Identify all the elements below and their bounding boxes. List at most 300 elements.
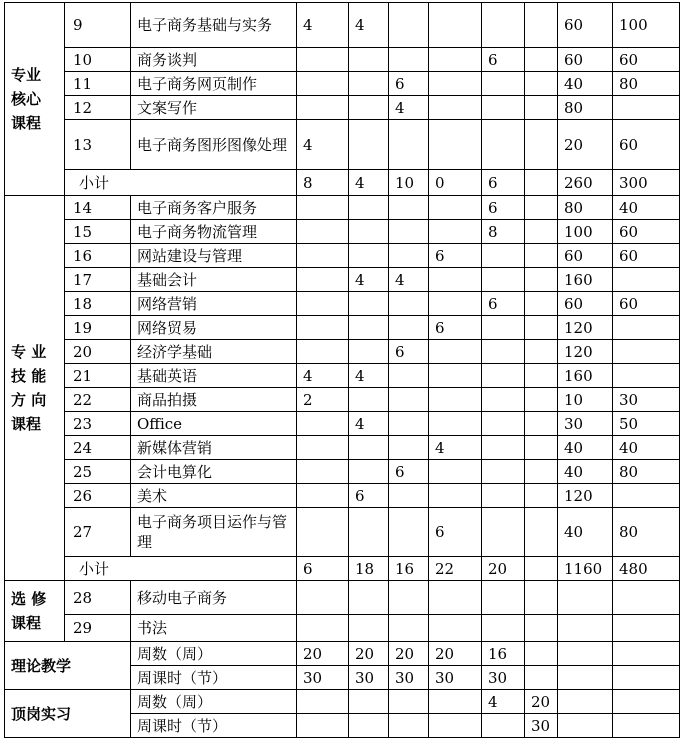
course-name: 网络营销: [131, 292, 297, 316]
value-cell-c1: 4: [297, 3, 349, 48]
value-cell-c4: [429, 460, 482, 484]
value-cell-c5: [482, 268, 525, 292]
value-cell-c2: [349, 220, 389, 244]
value-cell-h1: 40: [558, 436, 613, 460]
course-number: 10: [65, 48, 131, 72]
value-cell-c3: [389, 3, 429, 48]
value-cell-c5: [482, 120, 525, 170]
value-cell-c4: 6: [429, 316, 482, 340]
value-cell-h2: 80: [613, 72, 680, 96]
course-number: 9: [65, 3, 131, 48]
value-cell-c3: [389, 48, 429, 72]
value-cell-c5: 4: [482, 690, 525, 714]
subtotal-label: 小计: [65, 557, 297, 581]
table-row: [5, 120, 680, 170]
value-cell-c6: [525, 666, 558, 690]
course-name: 书法: [131, 615, 297, 642]
value-cell-h2: 480: [613, 557, 680, 581]
course-name: 会计电算化: [131, 460, 297, 484]
course-number: 15: [65, 220, 131, 244]
value-cell-c2: 4: [349, 170, 389, 196]
value-cell-c6: 20: [525, 690, 558, 714]
value-cell-c4: [429, 340, 482, 364]
value-cell-h1: 40: [558, 508, 613, 557]
value-cell-c3: [389, 436, 429, 460]
value-cell-h1: 30: [558, 412, 613, 436]
category-line: 课程: [11, 415, 42, 433]
value-cell-h1: 10: [558, 388, 613, 412]
course-name: 电子商务网页制作: [131, 72, 297, 96]
value-cell-c1: [297, 72, 349, 96]
course-number: 24: [65, 436, 131, 460]
category-line: 核心: [11, 90, 42, 108]
value-cell-c3: [389, 484, 429, 508]
table-row: [5, 96, 680, 120]
value-cell-c1: 4: [297, 364, 349, 388]
category-line: 课程: [11, 114, 42, 132]
table-row: [5, 364, 680, 388]
value-cell-c5: [482, 316, 525, 340]
course-name: 基础英语: [131, 364, 297, 388]
value-cell-c6: [525, 364, 558, 388]
value-cell-h2: 80: [613, 508, 680, 557]
value-cell-c2: 4: [349, 268, 389, 292]
course-number: 16: [65, 244, 131, 268]
value-cell-c2: 4: [349, 3, 389, 48]
table-body: [5, 3, 680, 738]
value-cell-h2: [613, 268, 680, 292]
value-cell-c1: [297, 508, 349, 557]
value-cell-h2: [613, 364, 680, 388]
value-cell-c2: [349, 292, 389, 316]
value-cell-c4: [429, 96, 482, 120]
course-number: 11: [65, 72, 131, 96]
value-cell-c4: 30: [429, 666, 482, 690]
value-cell-c6: 30: [525, 714, 558, 738]
value-cell-h2: 60: [613, 120, 680, 170]
value-cell-c1: [297, 48, 349, 72]
value-cell-h1: 60: [558, 244, 613, 268]
value-cell-c6: [525, 196, 558, 220]
category-theory: 理论教学: [5, 642, 131, 690]
value-cell-c4: [429, 72, 482, 96]
value-cell-c1: [297, 196, 349, 220]
category-elective: [5, 581, 65, 642]
value-cell-c4: [429, 196, 482, 220]
value-cell-c4: [429, 615, 482, 642]
value-cell-c4: 20: [429, 642, 482, 666]
table-row: [5, 412, 680, 436]
value-cell-c5: [482, 508, 525, 557]
course-number: 25: [65, 460, 131, 484]
value-cell-h2: [613, 690, 680, 714]
value-cell-c6: [525, 72, 558, 96]
value-cell-c3: [389, 690, 429, 714]
course-name: 电子商务图形图像处理: [131, 120, 297, 170]
value-cell-c5: [482, 3, 525, 48]
value-cell-c5: [482, 436, 525, 460]
week-label: 周数（周）: [131, 642, 297, 666]
value-cell-c2: 20: [349, 642, 389, 666]
value-cell-c3: 4: [389, 96, 429, 120]
course-name: 网络贸易: [131, 316, 297, 340]
value-cell-c4: [429, 268, 482, 292]
course-name: Office: [131, 412, 297, 436]
course-number: 14: [65, 196, 131, 220]
course-name: 移动电子商务: [131, 581, 297, 615]
value-cell-c5: [482, 364, 525, 388]
value-cell-c4: 0: [429, 170, 482, 196]
value-cell-c2: 4: [349, 364, 389, 388]
value-cell-h1: 60: [558, 292, 613, 316]
value-cell-h1: 120: [558, 340, 613, 364]
value-cell-c1: 8: [297, 170, 349, 196]
value-cell-c6: [525, 3, 558, 48]
value-cell-c2: [349, 316, 389, 340]
value-cell-h1: 160: [558, 268, 613, 292]
value-cell-h2: 60: [613, 292, 680, 316]
value-cell-c2: [349, 96, 389, 120]
value-cell-h2: [613, 484, 680, 508]
table-row: [5, 316, 680, 340]
course-name: 商务谈判: [131, 48, 297, 72]
value-cell-c6: [525, 244, 558, 268]
value-cell-h2: 60: [613, 48, 680, 72]
value-cell-c2: [349, 72, 389, 96]
course-name: 经济学基础: [131, 340, 297, 364]
value-cell-c4: [429, 220, 482, 244]
value-cell-c2: [349, 48, 389, 72]
course-number: 23: [65, 412, 131, 436]
value-cell-c5: [482, 714, 525, 738]
category-line: 方 向: [11, 391, 47, 409]
value-cell-c5: 6: [482, 292, 525, 316]
value-cell-c5: [482, 96, 525, 120]
value-cell-c4: [429, 364, 482, 388]
value-cell-c2: [349, 120, 389, 170]
value-cell-h1: [558, 615, 613, 642]
course-number: 28: [65, 581, 131, 615]
value-cell-c5: 6: [482, 196, 525, 220]
value-cell-c5: [482, 388, 525, 412]
value-cell-h2: 60: [613, 220, 680, 244]
value-cell-c5: 6: [482, 170, 525, 196]
value-cell-c6: [525, 412, 558, 436]
value-cell-c3: 6: [389, 340, 429, 364]
value-cell-c6: [525, 96, 558, 120]
value-cell-c4: [429, 120, 482, 170]
table-row: [5, 642, 680, 666]
value-cell-c2: 18: [349, 557, 389, 581]
value-cell-c1: 30: [297, 666, 349, 690]
value-cell-c3: [389, 615, 429, 642]
subtotal-row: [5, 170, 680, 196]
value-cell-c1: [297, 316, 349, 340]
value-cell-h1: 60: [558, 3, 613, 48]
table-row: [5, 581, 680, 615]
value-cell-c4: [429, 292, 482, 316]
value-cell-h2: [613, 316, 680, 340]
value-cell-c6: [525, 581, 558, 615]
category-skill: [5, 196, 65, 581]
week-label: 周数（周）: [131, 690, 297, 714]
course-name: 电子商务项目运作与管理: [131, 508, 297, 557]
course-number: 20: [65, 340, 131, 364]
value-cell-c4: [429, 412, 482, 436]
value-cell-c4: 22: [429, 557, 482, 581]
value-cell-h1: 60: [558, 48, 613, 72]
value-cell-h1: [558, 714, 613, 738]
value-cell-c2: [349, 340, 389, 364]
value-cell-h2: [613, 581, 680, 615]
subtotal-label: 小计: [65, 170, 297, 196]
value-cell-c3: [389, 220, 429, 244]
table-row: [5, 220, 680, 244]
value-cell-h2: 80: [613, 460, 680, 484]
value-cell-c3: [389, 508, 429, 557]
course-number: 17: [65, 268, 131, 292]
table-row: [5, 484, 680, 508]
value-cell-h1: [558, 581, 613, 615]
value-cell-h2: 60: [613, 244, 680, 268]
value-cell-c1: [297, 484, 349, 508]
value-cell-h2: 40: [613, 436, 680, 460]
value-cell-c6: [525, 388, 558, 412]
value-cell-h2: 300: [613, 170, 680, 196]
value-cell-h1: 260: [558, 170, 613, 196]
value-cell-c5: 6: [482, 48, 525, 72]
value-cell-c1: [297, 460, 349, 484]
value-cell-h2: [613, 340, 680, 364]
value-cell-c6: [525, 268, 558, 292]
value-cell-h1: 100: [558, 220, 613, 244]
table-row: [5, 268, 680, 292]
value-cell-c1: [297, 581, 349, 615]
value-cell-c3: [389, 196, 429, 220]
value-cell-h2: 100: [613, 3, 680, 48]
value-cell-c1: [297, 244, 349, 268]
value-cell-c6: [525, 48, 558, 72]
value-cell-c5: 20: [482, 557, 525, 581]
value-cell-c4: [429, 690, 482, 714]
week-label: 周课时（节）: [131, 666, 297, 690]
value-cell-c6: [525, 316, 558, 340]
value-cell-c5: [482, 615, 525, 642]
value-cell-h1: 80: [558, 96, 613, 120]
category-line: 专 业: [11, 343, 47, 361]
value-cell-c6: [525, 170, 558, 196]
value-cell-c3: [389, 292, 429, 316]
table-row: [5, 48, 680, 72]
value-cell-c1: 2: [297, 388, 349, 412]
value-cell-c2: 4: [349, 412, 389, 436]
value-cell-c3: 16: [389, 557, 429, 581]
value-cell-c3: 6: [389, 72, 429, 96]
value-cell-c2: [349, 714, 389, 738]
value-cell-c1: [297, 412, 349, 436]
value-cell-c3: [389, 581, 429, 615]
category-line: 技 能: [11, 367, 47, 385]
value-cell-c2: [349, 436, 389, 460]
value-cell-h1: 40: [558, 72, 613, 96]
course-name: 美术: [131, 484, 297, 508]
course-number: 13: [65, 120, 131, 170]
table-row: [5, 3, 680, 48]
value-cell-c6: [525, 642, 558, 666]
value-cell-h2: 40: [613, 196, 680, 220]
value-cell-c2: [349, 244, 389, 268]
value-cell-c2: [349, 460, 389, 484]
value-cell-c6: [525, 340, 558, 364]
course-number: 29: [65, 615, 131, 642]
value-cell-c3: 4: [389, 268, 429, 292]
value-cell-c3: [389, 364, 429, 388]
value-cell-h1: 120: [558, 316, 613, 340]
value-cell-c2: [349, 388, 389, 412]
value-cell-h1: 40: [558, 460, 613, 484]
table-row: [5, 244, 680, 268]
value-cell-c1: [297, 690, 349, 714]
value-cell-c1: [297, 340, 349, 364]
value-cell-h2: [613, 714, 680, 738]
value-cell-c5: 16: [482, 642, 525, 666]
value-cell-c6: [525, 508, 558, 557]
value-cell-c4: [429, 48, 482, 72]
value-cell-h2: 50: [613, 412, 680, 436]
value-cell-c5: [482, 244, 525, 268]
course-number: 19: [65, 316, 131, 340]
table-row: [5, 196, 680, 220]
value-cell-c4: 6: [429, 508, 482, 557]
course-number: 26: [65, 484, 131, 508]
table-row: [5, 436, 680, 460]
value-cell-c3: [389, 244, 429, 268]
value-cell-c1: [297, 268, 349, 292]
value-cell-c1: 4: [297, 120, 349, 170]
category-line: 课程: [11, 614, 42, 632]
table-row: [5, 460, 680, 484]
value-cell-c5: 30: [482, 666, 525, 690]
value-cell-c6: [525, 120, 558, 170]
value-cell-c5: [482, 581, 525, 615]
value-cell-h1: 80: [558, 196, 613, 220]
value-cell-h1: 160: [558, 364, 613, 388]
value-cell-c3: [389, 120, 429, 170]
course-number: 18: [65, 292, 131, 316]
value-cell-h2: [613, 642, 680, 666]
value-cell-c5: [482, 460, 525, 484]
value-cell-c2: [349, 690, 389, 714]
table-row: [5, 388, 680, 412]
category-intern: 顶岗实习: [5, 690, 131, 738]
value-cell-c2: [349, 581, 389, 615]
course-name: 商品拍摄: [131, 388, 297, 412]
value-cell-c4: 4: [429, 436, 482, 460]
course-number: 22: [65, 388, 131, 412]
value-cell-c6: [525, 220, 558, 244]
table-row: [5, 508, 680, 557]
value-cell-c4: [429, 714, 482, 738]
value-cell-c6: [525, 460, 558, 484]
category-line: 选 修: [11, 590, 47, 608]
value-cell-c3: [389, 714, 429, 738]
value-cell-h1: 120: [558, 484, 613, 508]
value-cell-c1: [297, 436, 349, 460]
value-cell-c1: [297, 615, 349, 642]
value-cell-c2: [349, 508, 389, 557]
value-cell-c3: [389, 388, 429, 412]
value-cell-c4: [429, 581, 482, 615]
value-cell-c1: [297, 292, 349, 316]
value-cell-c5: 8: [482, 220, 525, 244]
value-cell-c2: [349, 196, 389, 220]
value-cell-c1: [297, 96, 349, 120]
course-name: 文案写作: [131, 96, 297, 120]
value-cell-h2: [613, 666, 680, 690]
course-name: 网站建设与管理: [131, 244, 297, 268]
course-name: 电子商务物流管理: [131, 220, 297, 244]
value-cell-c6: [525, 484, 558, 508]
table-row: [5, 615, 680, 642]
value-cell-c4: [429, 3, 482, 48]
value-cell-c3: 20: [389, 642, 429, 666]
value-cell-h1: 1160: [558, 557, 613, 581]
value-cell-c3: 6: [389, 460, 429, 484]
course-name: 基础会计: [131, 268, 297, 292]
value-cell-c6: [525, 557, 558, 581]
value-cell-c6: [525, 615, 558, 642]
course-number: 21: [65, 364, 131, 388]
table-row: [5, 72, 680, 96]
course-number: 12: [65, 96, 131, 120]
value-cell-c3: 30: [389, 666, 429, 690]
value-cell-c1: [297, 220, 349, 244]
value-cell-c4: [429, 388, 482, 412]
value-cell-h2: [613, 615, 680, 642]
value-cell-c3: 10: [389, 170, 429, 196]
value-cell-h2: 30: [613, 388, 680, 412]
value-cell-c6: [525, 436, 558, 460]
subtotal-row: [5, 557, 680, 581]
category-core: [5, 3, 65, 196]
value-cell-c4: 6: [429, 244, 482, 268]
value-cell-c5: [482, 484, 525, 508]
course-name: 新媒体营销: [131, 436, 297, 460]
value-cell-c5: [482, 412, 525, 436]
week-label: 周课时（节）: [131, 714, 297, 738]
value-cell-c5: [482, 72, 525, 96]
course-name: 电子商务客户服务: [131, 196, 297, 220]
value-cell-c2: 6: [349, 484, 389, 508]
value-cell-c1: 20: [297, 642, 349, 666]
value-cell-c5: [482, 340, 525, 364]
value-cell-c3: [389, 412, 429, 436]
course-number: 27: [65, 508, 131, 557]
table-row: [5, 340, 680, 364]
table-row: [5, 292, 680, 316]
course-name: 电子商务基础与实务: [131, 3, 297, 48]
value-cell-h1: 20: [558, 120, 613, 170]
table-row: [5, 690, 680, 714]
value-cell-h1: [558, 642, 613, 666]
category-line: 专业: [11, 66, 42, 84]
value-cell-c1: 6: [297, 557, 349, 581]
course-schedule-table: [4, 2, 680, 738]
value-cell-c6: [525, 292, 558, 316]
value-cell-c3: [389, 316, 429, 340]
value-cell-h1: [558, 690, 613, 714]
value-cell-c1: [297, 714, 349, 738]
